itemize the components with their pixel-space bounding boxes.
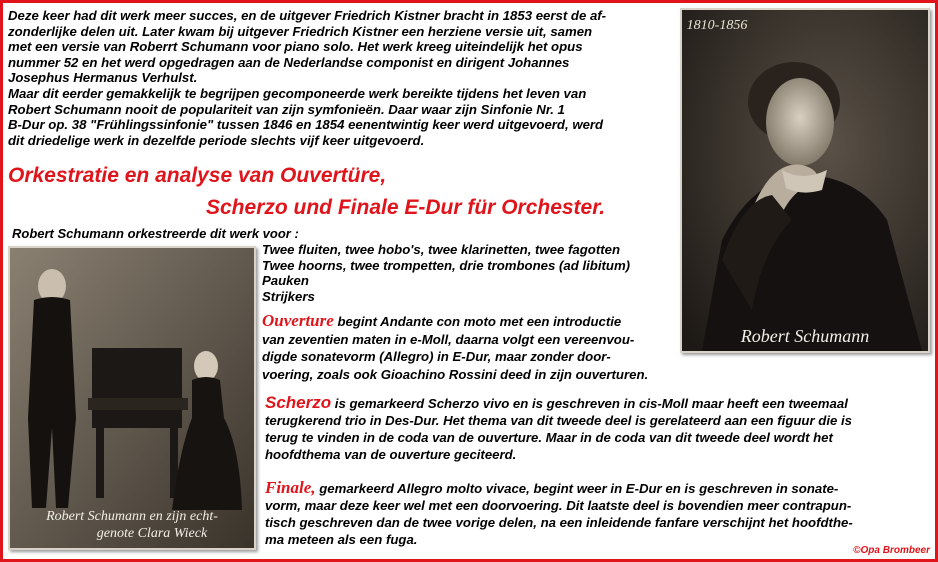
orchestration-intro: Robert Schumann orkestreerde dit werk voor : (12, 226, 299, 241)
instrument-line: Strijkers (262, 288, 315, 304)
ouverture-lead: Ouverture (262, 311, 334, 330)
intro-line: Josephus Hermanus Verhulst. (8, 70, 198, 86)
instrument-line: Pauken (262, 273, 309, 289)
section-heading-line-1: Orkestratie en analyse van Ouvertüre, (8, 164, 387, 187)
scherzo-line: terug te vinden in de coda van de ouverture. Maar in de coda van dit tweede deel wordt het (265, 430, 833, 445)
couple-caption (10, 508, 254, 542)
finale-line: tisch geschreven dan de twee vorige delen, na een inleidende fanfare verschijnt het hoofdthe- (265, 515, 853, 530)
couple-caption-line-1: Robert Schumann en zijn echt- (46, 509, 218, 524)
intro-paragraph (8, 8, 678, 148)
ouverture-line: begint Andante con moto met een introductie (333, 314, 622, 329)
portrait-years: 1810-1856 (686, 18, 748, 33)
portrait-caption: Robert Schumann (740, 326, 870, 346)
intro-line: Maar dit eerder gemakkelijk te begrijpen gecomponeerde werk bereikte tijdens het leven van (8, 85, 587, 101)
scherzo-paragraph (265, 394, 930, 463)
couple-image (10, 248, 254, 548)
intro-line: dit driedelige werk in dezelfde periode slechts vijf keer uitgevoerd. (8, 132, 425, 148)
intro-line: Deze keer had dit werk meer succes, en de uitgever Friedrich Kistner bracht in 1853 eerst de af- (8, 8, 607, 23)
portrait-image (682, 10, 928, 351)
intro-line: Robert Schumann nooit de populariteit van zijn symfonieën. Daar waar zijn Sinfonie Nr. 1 (8, 101, 565, 117)
ouverture-line: digde sonatevorm (Allegro) in E-Dur, maar zonder door- (262, 349, 611, 364)
finale-lead: Finale, (265, 478, 316, 497)
scherzo-line: is gemarkeerd Scherzo vivo en is geschreven in cis-Moll maar heeft een tweemaal (331, 396, 848, 411)
scherzo-lead: Scherzo (265, 393, 332, 412)
couple-caption-line-2: genote Clara Wieck (96, 526, 208, 541)
finale-paragraph (265, 479, 930, 548)
ouverture-paragraph (262, 312, 682, 383)
finale-line: ma meteen als een fuga. (265, 532, 418, 547)
intro-line: met een versie van Roberrt Schumann voor piano solo. Het werk kreeg uiteindelijk het opus (8, 39, 583, 55)
copyright-text: ©Opa Brombeer (853, 545, 930, 556)
intro-line: zonderlijke delen uit. Later kwam bij uitgever Friedrich Kistner een herziene versie uit, samen (8, 23, 593, 39)
ouverture-line: van zeventien maten in e-Moll, daarna volgt een vereenvou- (262, 331, 635, 347)
intro-line: B-Dur op. 38 "Frühlingssinfonie" tussen 1846 en 1854 eenentwintig keer werd uitgevoerd, werd (8, 117, 604, 133)
schumann-and-clara-photo (8, 246, 256, 550)
schumann-portrait-photo (680, 8, 930, 353)
finale-line: vorm, maar deze keer wel met een doorvoering. Dit laatste deel is bovendien meer contrapun- (265, 498, 852, 513)
finale-line: gemarkeerd Allegro molto vivace, begint weer in E-Dur en is geschreven in sonate- (315, 481, 839, 496)
scherzo-line: hoofdthema van de ouverture geciteerd. (265, 447, 517, 462)
scherzo-line: terugkerend trio in Des-Dur. Het thema van dit tweede deel is gerelateerd aan een figuur die is (265, 413, 853, 428)
instrument-line: Twee hoorns, twee trompetten, drie trombones (ad libitum) (262, 257, 631, 273)
section-heading-line-2: Scherzo und Finale E-Dur für Orchester. (206, 196, 606, 219)
instrument-line: Twee fluiten, twee hobo's, twee klarinetten, twee fagotten (262, 242, 621, 257)
instrument-list (262, 242, 682, 304)
ouverture-line: voering, zoals ook Gioachino Rossini deed in zijn ouverturen. (262, 366, 649, 382)
intro-line: nummer 52 en het werd opgedragen aan de Nederlandse componist en dirigent Johannes (8, 54, 570, 70)
